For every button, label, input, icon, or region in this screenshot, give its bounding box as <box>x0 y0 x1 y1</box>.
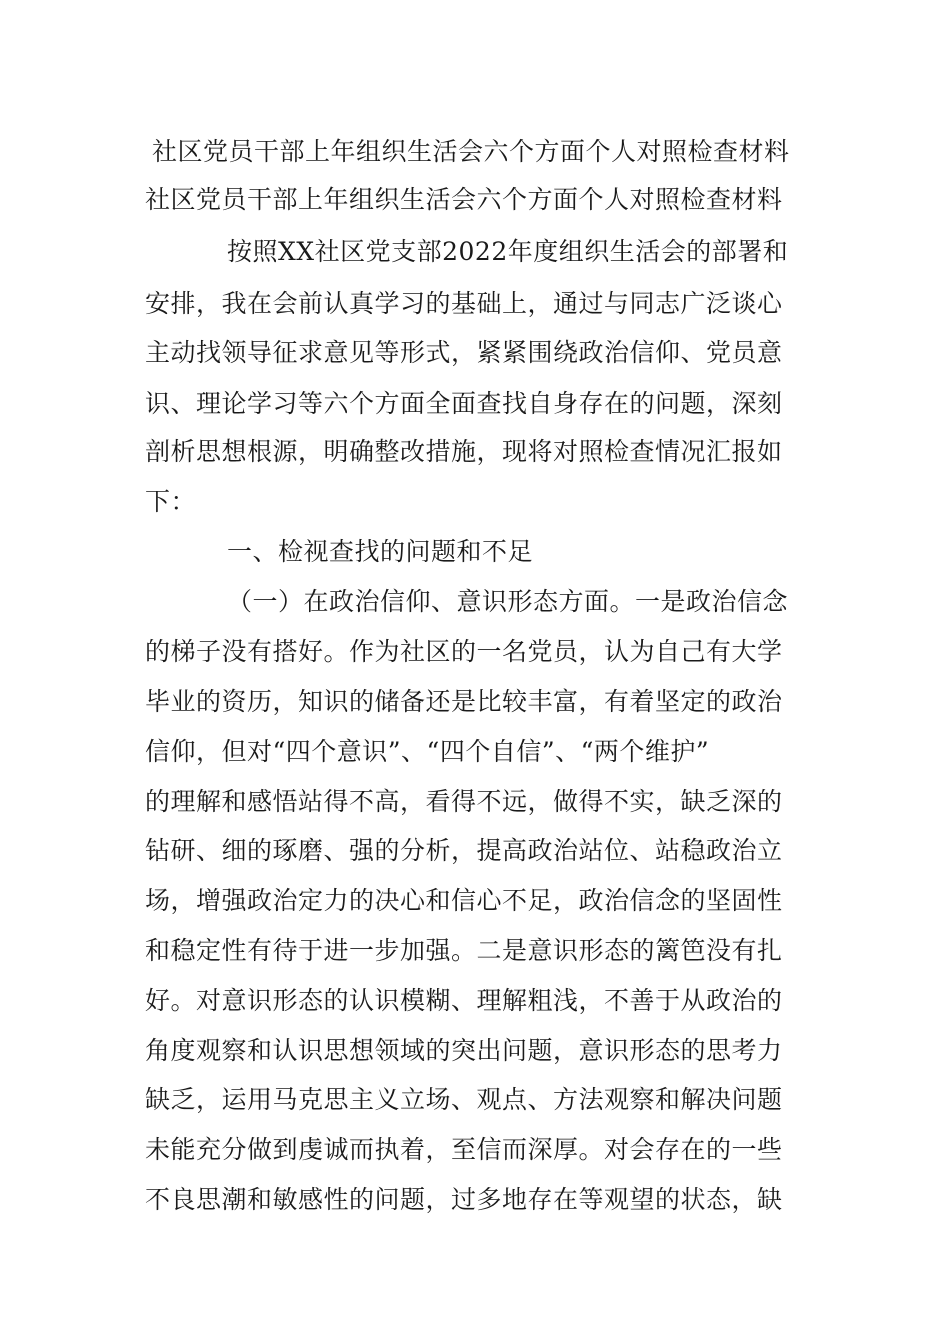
body-line: 未能充分做到虔诚而执着，至信而深厚。对会存在的一些 <box>145 1135 783 1164</box>
body-line: 场，增强政治定力的决心和信心不足，政治信念的坚固性 <box>145 886 783 915</box>
body-line: 角度观察和认识思想领域的突出问题，意识形态的思考力 <box>145 1036 783 1065</box>
section-heading: 一、检视查找的问题和不足 <box>227 537 534 566</box>
document-title-repeat: 社区党员干部上年组织生活会六个方面个人对照检查材料 <box>145 185 783 214</box>
body-line: 下： <box>145 487 197 516</box>
body-line: 主动找领导征求意见等形式，紧紧围绕政治信仰、党员意 <box>145 338 783 367</box>
body-line: 的理解和感悟站得不高，看得不远，做得不实，缺乏深的 <box>145 787 783 816</box>
body-line: 好。对意识形态的认识模糊、理解粗浅，不善于从政治的 <box>145 986 783 1015</box>
body-line: 不良思潮和敏感性的问题，过多地存在等观望的状态，缺 <box>145 1185 783 1214</box>
body-line: 和稳定性有待于进一步加强。二是意识形态的篱笆没有扎 <box>145 936 783 965</box>
body-line: 毕业的资历，知识的储备还是比较丰富，有着坚定的政治 <box>145 687 783 716</box>
body-line: 的梯子没有搭好。作为社区的一名党员，认为自己有大学 <box>145 637 783 666</box>
body-line: 钻研、细的琢磨、强的分析，提高政治站位、站稳政治立 <box>145 836 783 865</box>
body-line: 信仰，但对“四个意识”、“四个自信”、“两个维护” <box>145 737 710 766</box>
body-line: 缺乏，运用马克思主义立场、观点、方法观察和解决问题 <box>145 1085 783 1114</box>
document-title: 社区党员干部上年组织生活会六个方面个人对照检查材料 <box>152 137 790 166</box>
body-line: 安排，我在会前认真学习的基础上，通过与同志广泛谈心 <box>145 289 783 318</box>
body-line: 按照XX社区党支部2022年度组织生活会的部署和 <box>227 237 789 266</box>
subsection-line: （一）在政治信仰、意识形态方面。一是政治信念 <box>227 587 789 616</box>
body-line: 识、理论学习等六个方面全面查找自身存在的问题，深刻 <box>145 389 783 418</box>
body-line: 剖析思想根源，明确整改措施，现将对照检查情况汇报如 <box>145 437 783 466</box>
